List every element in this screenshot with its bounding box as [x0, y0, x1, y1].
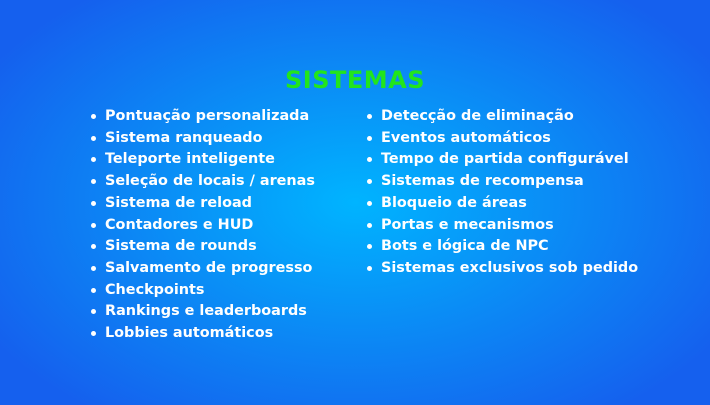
list-item: Pontuação personalizada — [90, 106, 315, 128]
list-item: Seleção de locais / arenas — [90, 171, 315, 193]
list-item: Rankings e leaderboards — [90, 301, 315, 323]
list-item: Bots e lógica de NPC — [366, 236, 638, 258]
list-item: Detecção de eliminação — [366, 106, 638, 128]
list-item: Bloqueio de áreas — [366, 193, 638, 215]
list-item: Sistema ranqueado — [90, 128, 315, 150]
list-item: Tempo de partida configurável — [366, 149, 638, 171]
list-item: Sistemas de recompensa — [366, 171, 638, 193]
list-item: Checkpoints — [90, 280, 315, 302]
list-item: Lobbies automáticos — [90, 323, 315, 345]
list-item: Salvamento de progresso — [90, 258, 315, 280]
list-item: Eventos automáticos — [366, 128, 638, 150]
list-item: Teleporte inteligente — [90, 149, 315, 171]
list-item: Sistemas exclusivos sob pedido — [366, 258, 638, 280]
list-item: Portas e mecanismos — [366, 215, 638, 237]
page-title: SISTEMAS — [284, 66, 425, 94]
list-item: Sistema de reload — [90, 193, 315, 215]
list-item: Sistema de rounds — [90, 236, 315, 258]
systems-list-left — [90, 106, 315, 345]
systems-list-right — [366, 106, 638, 280]
list-item: Contadores e HUD — [90, 215, 315, 237]
